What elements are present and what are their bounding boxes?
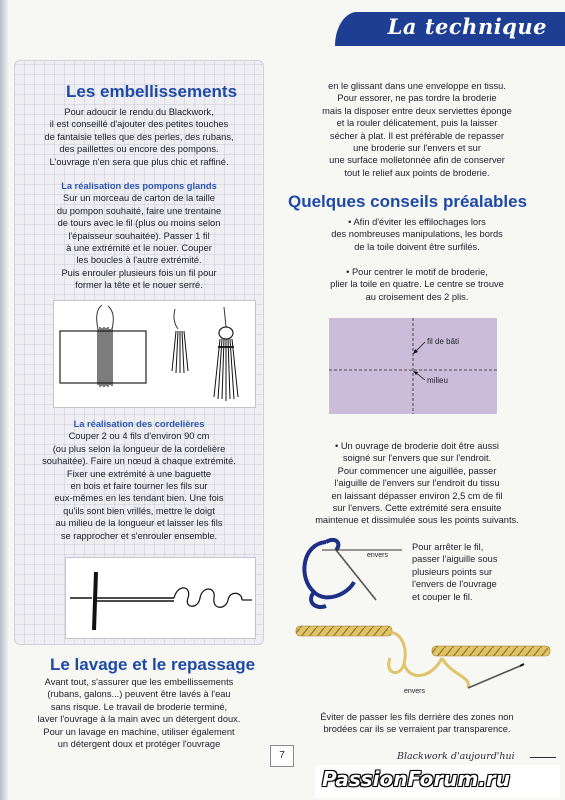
watermark-logo: PassionForum.ru [322, 767, 511, 791]
text-line: Pour arrêter le fil, [412, 542, 484, 552]
text-line: l'envers de l'ouvrage [412, 579, 497, 590]
text-line: sans risque. Le travail de broderie terminé, [50, 701, 228, 712]
text-line: • Afin d'éviter les effilochages lors [348, 217, 486, 227]
text-line: (rubans, galons...) peuvent être lavés à l'eau [47, 689, 231, 700]
text-line: qu'ils sont bien vrillés, mettre le doigt [63, 505, 215, 516]
footer-rule [530, 757, 556, 758]
text-line: Couper 2 ou 4 fils d'environ 90 cm [68, 431, 210, 442]
fold-diagram [329, 318, 497, 414]
text-line: Éviter de passer les fils derrière des zones non [320, 712, 514, 722]
text-line: l'aiguille de l'envers sur l'endroit du tissu [334, 478, 500, 489]
tips-title: Quelques conseils préalables [288, 192, 528, 211]
tips-paragraph-3 [282, 440, 552, 527]
text-line: Avant tout, s'assurer que les embellissements [44, 677, 234, 687]
thread-start-drawing [296, 532, 408, 612]
text-line: au croisement des 2 plis. [365, 291, 469, 302]
tips-paragraph-4 [412, 541, 514, 603]
text-line: Puis enrouler plusieurs fois un fil pour [61, 267, 217, 278]
cordelieres-subheading: La réalisation des cordelières [73, 419, 205, 429]
washing-title: Le lavage et le repassage [50, 655, 256, 674]
text-line: une broderie sur l'envers et sur [353, 143, 481, 154]
thread-start-illustration [296, 532, 408, 612]
page-number: 7 [270, 745, 294, 767]
envers-label-2: envers [404, 688, 426, 695]
thread-end-illustration [292, 618, 554, 698]
cordelieres-section [20, 418, 258, 542]
tips-paragraph-5 [282, 711, 552, 736]
washing-text [20, 676, 258, 750]
text-line: et la rouler délicatement, puis la laisser [336, 118, 498, 129]
text-line: du pompon souhaité, faire une trentaine [56, 205, 222, 216]
magazine-title: Blackwork d'aujourd'hui [397, 751, 515, 762]
text-line: laver l'ouvrage à la main avec un détergent doux. [37, 714, 241, 725]
text-line: (ou plus selon la longueur de la cordelière [52, 443, 226, 454]
text-line: • Un ouvrage de broderie doit être aussi [335, 441, 499, 451]
text-line: former la tête et le nouer serré. [75, 280, 203, 291]
text-line: Fixer une extrémité à une baguette [66, 468, 212, 479]
text-line: L'ouvrage n'en sera que plus chic et raffiné. [49, 156, 229, 167]
envers-label-1: envers [367, 552, 389, 559]
text-line: souhaitée). Faire un nœud à chaque extrémité. [42, 456, 236, 467]
text-line: soigné sur l'envers que sur l'endroit. [342, 453, 492, 464]
text-line: en bois et faire tourner les fils sur [70, 481, 208, 492]
fold-lines [329, 318, 497, 414]
text-line: Sur un morceau de carton de la taille [63, 193, 215, 204]
pompons-subheading: La réalisation des pompons glands [61, 181, 217, 191]
text-line: passer l'aiguille sous [412, 554, 498, 565]
text-line: en laissant dépasser environ 2,5 cm de fil [331, 490, 503, 501]
tips-paragraph-2 [282, 266, 552, 303]
washing-continued [282, 80, 552, 179]
text-line: des nombreuses manipulations, les bords [331, 229, 503, 240]
text-line: à une extrémité et le nouer. Couper [66, 243, 212, 254]
text-line: maintenue et dissimulée sous les points suivants. [315, 515, 519, 526]
text-line: eux-mêmes en les tendant bien. Une fois [54, 493, 224, 504]
text-line: plier la toile en quatre. Le centre se trouve [330, 279, 504, 290]
pompon-drawing [54, 301, 257, 409]
pompon-illustration [53, 300, 256, 408]
text-line: plusieurs points sur [412, 566, 493, 577]
text-line: l'épaisseur souhaitée). Passer 1 fil [68, 230, 210, 241]
text-line: un détergent doux et protéger l'ouvrage [57, 739, 221, 750]
text-line: en le glissant dans une enveloppe en tissu. [328, 81, 506, 91]
text-line: une surface molletonnée afin de conserver [329, 155, 505, 166]
pompons-section [20, 180, 258, 292]
fil-de-bati-label: fil de bâti [427, 337, 460, 346]
text-line: les boucles à l'autre extrémité. [76, 255, 202, 266]
thread-end-drawing [292, 618, 554, 698]
page-binding-edge [0, 0, 9, 800]
text-line: de la toile doivent être surfilés. [354, 241, 480, 252]
page-header-title: La technique [387, 14, 547, 39]
text-line: de tours avec le fil (plus ou moins selon [57, 218, 221, 229]
tips-paragraph-1 [282, 216, 552, 253]
text-line: Pour adoucir le rendu du Blackwork, [64, 107, 214, 117]
text-line: de fantaisie telles que des perles, des rubans, [44, 131, 234, 142]
text-line: tout le relief aux points de broderie. [344, 167, 490, 178]
text-line: brodées car ils se verraient par transparence. [323, 724, 511, 735]
embellishments-title: Les embellissements [66, 82, 238, 101]
cordeliere-drawing [66, 558, 257, 640]
embellishments-intro [20, 106, 258, 168]
text-line: Pour commencer une aiguillée, passer [337, 465, 497, 476]
milieu-label: milieu [427, 376, 448, 385]
text-line: Pour essorer, ne pas tordre la broderie [337, 93, 497, 104]
text-line: au milieu de la longueur et laisser les fils [55, 518, 223, 529]
text-line: mais la disposer entre deux serviettes éponge [322, 105, 512, 116]
text-line: des paillettes ou encore des pompons. [59, 144, 219, 155]
text-line: Pour un lavage en machine, utiliser également [43, 726, 235, 737]
text-line: se rapprocher et s'enrouler ensemble. [60, 530, 218, 541]
text-line: sécher à plat. Il est préférable de repasser [329, 130, 505, 141]
cordeliere-illustration [65, 557, 256, 639]
text-line: et couper le fil. [412, 591, 473, 602]
text-line: il est conseillé d'ajouter des petites touches [49, 119, 229, 130]
text-line: • Pour centrer le motif de broderie, [346, 267, 488, 277]
text-line: sur l'envers. Cette extrémité sera ensuite [332, 503, 502, 514]
